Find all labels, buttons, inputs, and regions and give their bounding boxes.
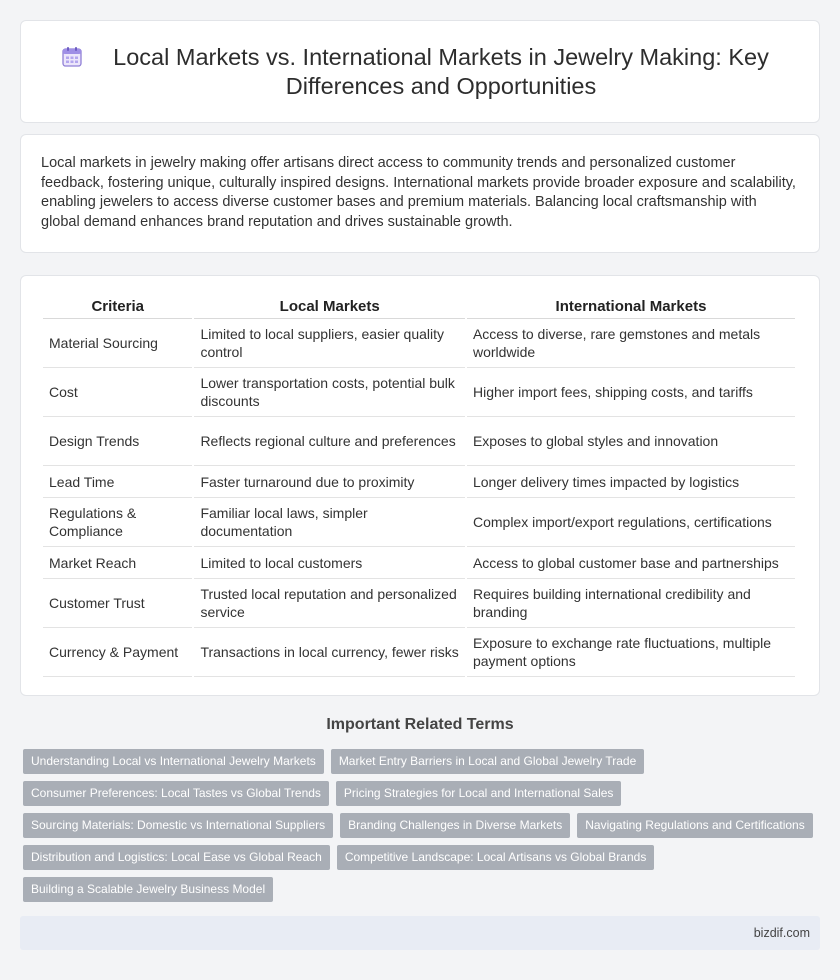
local-cell: Limited to local suppliers, easier quality control xyxy=(194,319,465,368)
international-cell: Complex import/export regulations, certifications xyxy=(467,498,795,547)
local-cell: Transactions in local currency, fewer risks xyxy=(194,628,465,677)
criteria-cell: Customer Trust xyxy=(43,579,192,628)
criteria-cell: Regulations & Compliance xyxy=(43,498,192,547)
related-term-tag[interactable]: Distribution and Logistics: Local Ease vs Global Reach xyxy=(23,845,330,870)
international-cell: Requires building international credibility and branding xyxy=(467,579,795,628)
criteria-cell: Design Trends xyxy=(43,417,192,466)
international-cell: Longer delivery times impacted by logistics xyxy=(467,466,795,498)
international-cell: Exposes to global styles and innovation xyxy=(467,417,795,466)
intro-card xyxy=(20,134,820,253)
related-terms-title: Important Related Terms xyxy=(326,716,514,733)
column-header-local-markets: Local Markets xyxy=(194,296,465,319)
related-term-tag[interactable]: Competitive Landscape: Local Artisans vs Global Brands xyxy=(337,845,655,870)
related-terms-list xyxy=(23,749,823,909)
related-term-tag[interactable]: Branding Challenges in Diverse Markets xyxy=(340,813,570,838)
related-term-tag[interactable]: Pricing Strategies for Local and International Sales xyxy=(336,781,622,806)
column-header-international-markets: International Markets xyxy=(467,296,795,319)
comparison-card xyxy=(20,275,820,696)
header-card xyxy=(20,20,820,123)
column-header-criteria: Criteria xyxy=(43,296,192,319)
intro-paragraph: Local markets in jewelry making offer artisans direct access to community trends and personalized customer feedback, fostering unique, culturally inspired designs. International markets provide broader exposure and scalability, enabling jewelers to access diverse customer bases and premium materials. Balancing local craftsmanship with global demand enhances brand reputation and drives sustainable growth. xyxy=(41,155,796,230)
criteria-cell: Market Reach xyxy=(43,547,192,579)
table-row xyxy=(43,417,795,466)
table-row xyxy=(43,628,795,677)
page-title: Local Markets vs. International Markets in Jewelry Making: Key Differences and Opportunities xyxy=(113,43,769,99)
local-cell: Lower transportation costs, potential bulk discounts xyxy=(194,368,465,417)
related-term-tag[interactable]: Consumer Preferences: Local Tastes vs Global Trends xyxy=(23,781,329,806)
table-row xyxy=(43,319,795,368)
comparison-table xyxy=(41,296,797,677)
international-cell: Access to global customer base and partnerships xyxy=(467,547,795,579)
criteria-cell: Lead Time xyxy=(43,466,192,498)
international-cell: Higher import fees, shipping costs, and tariffs xyxy=(467,368,795,417)
table-row xyxy=(43,579,795,628)
criteria-cell: Currency & Payment xyxy=(43,628,192,677)
international-cell: Exposure to exchange rate fluctuations, multiple payment options xyxy=(467,628,795,677)
footer-site-link[interactable]: bizdif.com xyxy=(753,926,810,940)
related-term-tag[interactable]: Navigating Regulations and Certifications xyxy=(577,813,812,838)
local-cell: Familiar local laws, simpler documentation xyxy=(194,498,465,547)
local-cell: Limited to local customers xyxy=(194,547,465,579)
local-cell: Faster turnaround due to proximity xyxy=(194,466,465,498)
related-term-tag[interactable]: Market Entry Barriers in Local and Global Jewelry Trade xyxy=(331,749,644,774)
related-term-tag[interactable]: Building a Scalable Jewelry Business Model xyxy=(23,877,273,902)
table-header-row xyxy=(43,296,795,319)
local-cell: Trusted local reputation and personalized service xyxy=(194,579,465,628)
local-cell: Reflects regional culture and preferences xyxy=(194,417,465,466)
related-term-tag[interactable]: Sourcing Materials: Domestic vs International Suppliers xyxy=(23,813,333,838)
calendar-icon xyxy=(61,46,83,68)
related-term-tag[interactable]: Understanding Local vs International Jewelry Markets xyxy=(23,749,324,774)
table-row xyxy=(43,498,795,547)
table-row xyxy=(43,466,795,498)
criteria-cell: Cost xyxy=(43,368,192,417)
table-row xyxy=(43,547,795,579)
table-row xyxy=(43,368,795,417)
criteria-cell: Material Sourcing xyxy=(43,319,192,368)
international-cell: Access to diverse, rare gemstones and metals worldwide xyxy=(467,319,795,368)
footer xyxy=(20,916,820,950)
